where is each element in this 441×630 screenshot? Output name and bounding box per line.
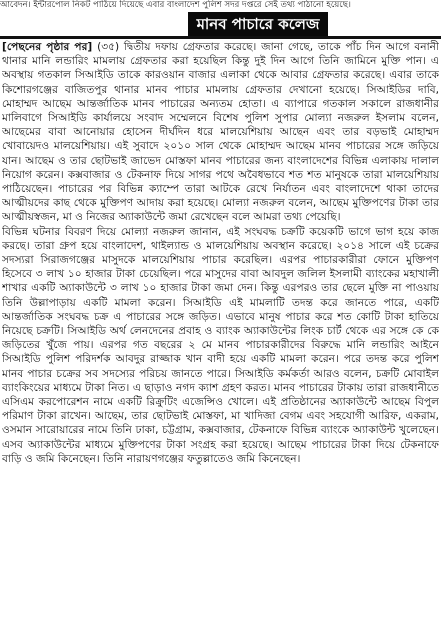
article-body [2, 40, 439, 627]
continued-label: [পেছনের পৃষ্ঠার পর] [2, 41, 93, 53]
article-headline: মানব পাচারে কলেজ [188, 12, 328, 36]
previous-article-tail: আবেদন। ইন্টারপোল নিকট পাঠিয়ে দিয়েছে এবার বাংলাদেশ পুলিশ সদর দপ্তরে সেই তথ্য পাঠানো হয়েছে। [0, 0, 351, 10]
article-paragraph-1 [2, 40, 439, 225]
article-paragraph-2: বিভিন্ন ঘটনার বিবরণ দিয়ে মোল্যা নজরুল জানান, এই সংঘবদ্ধ চক্রটি কয়েকটি ভাগে ভাগ হয়ে কাজ করছে। তারা গ্রুপ হয়ে বাংলাদেশ, থাইল্যান্ড ও মালয়েশিয়ায় অবস্থান করেছে। ২০১৪ সালে এই চক্রের সদস্যরা সিরাজগঞ্জের মাসুদকে মালয়েশিয়ায় পাচার করেছিল। এরপর পাচারকারীরা ফোনে মুক্তিপণ হিসেবে ৩ লাখ ১০ হাজার টাকা চেয়েছিল। পরে মাসুদের বাবা আবদুল জলিল ইসলামী ব্যাংকের মহাখালী শাখার একটি অ্যাকাউন্টে ৩ লাখ ১০ হাজার টাকা জমা দেন। কিন্তু এরপরও তার ছেলে মুক্তি না পাওয়ায় তিনি উল্লাপাড়ায় একটি মামলা করেন। সিআইডি এই মামলাটি তদন্ত করে জানতে পারে, একটি আন্তর্জাতিক সংঘবদ্ধ চক্র এ পাচারের সঙ্গে জড়িত। এভাবে মানুষ পাচার করে শত কোটি টাকা হাতিয়ে নিয়েছে চক্রটি। সিআইডি অর্থ লেনদেনের প্রবাহ ও ব্যাংক অ্যাকাউন্টের লিংক চার্ট থেকে এর সঙ্গে কে কে জড়িতের খুঁজে পায়। এরপর গত বছরের ২ মে মানব পাচারকারীদের বিরুদ্ধে মানি লন্ডারিং আইনে সিআইডি পুলিশ পরিদর্শক আবদুর রাজ্জাক খান বাদী হয়ে একটি মামলা করেন। পরে তদন্ত করে পুলিশ মানব পাচার চক্রের সব সদস্যের পরিচয় জানতে পারে। সিআইডি কর্মকর্তা আরও বলেন, চক্রটি মোবাইল ব্যাংকিংয়ের মাধ্যমে টাকা নিত। এ ছাড়াও নগদ ক্যাশ গ্রহণ করত। মানব পাচারের টাকায় তারা রাজধানীতে এসিএম করপোরেশন নামে একটি রিক্রুটিং এজেন্সিও খোলে। এই প্রতিষ্ঠানের অ্যাকাউন্টে আছেম বিপুল পরিমাণ টাকা রাখেন। আছেম, তার ছোটভাই মোস্তফা, মা খাদিজা বেগম এবং সহযোগী আরিফ, একরাম, ওসমান সারোয়ারের নামে তিনি ঢাকা, চট্টগ্রাম, কক্সবাজার, টেকনাফে বিভিন্ন ব্যাংকে অ্যাকাউন্ট খুলেছেন। এসব অ্যাকাউন্টের মাধ্যমে মুক্তিপণের টাকা সংগ্রহ করা হয়েছে। আছেম পাচারের টাকা দিয়ে টেকনাফে বাড়ি ও জমি কিনেছেন। তিনি নারায়ণগঞ্জের ফতুল্লাতেও জমি কিনেছেন। [2, 225, 439, 465]
paragraph-1-text: (৩৫) দ্বিতীয় দফায় গ্রেফতার করেছে। জানা গেছে, তাকে পাঁচ দিন আগে বনানী থানার মানি লন্ডারিং মামলায় গ্রেফতার করা হয়েছিল কিন্তু দুই দিন আগে তিনি জামিনে মুক্তি পান। এ অবস্থায় গতকাল সিআইডি তাকে কারওয়ান বাজার এলাকা থেকে আবার গ্রেফতার করেছে। এবার তাকে কিশোরগঞ্জের বাজিতপুর থানার মানব পাচার মামলায় গ্রেফতার দেখানো হয়েছে। সিআইডির দাবি, মোহাম্মদ আছেম আন্তর্জাতিক মানব পাচারের অন্যতম হোতা। এ ব্যাপারে গতকাল সকালে রাজধানীর মালিবাগে সিআইডি কার্যালয়ে সংবাদ সম্মেলনে বিশেষ পুলিশ সুপার মোল্যা নজরুল ইসলাম বলেন, আছেমের বাবা আনোয়ার হোসেন দীর্ঘদিন ধরে মালয়েশিয়ায় আছেন এবং তার বড়ভাই মোহাম্মদ খোবায়েদও মালয়েশিয়ায়। এই সুবাদে ২০১০ সাল থেকে মোহাম্মদ আছেম মানব পাচারের সঙ্গে জড়িয়ে যান। আছেম ও তার ছোটভাই জাভেদ মোস্তফা মানব পাচারের জন্য বাংলাদেশের বিভিন্ন এলাকায় দালাল নিয়োগ করেন। কক্সবাজার ও টেকনাফ দিয়ে সাগর পথে অবৈধভাবে শত শত মানুষকে তারা মালয়েশিয়ায় পাঠিয়েছেন। পাচারের পর বিভিন্ন ক্যাম্পে তারা আটকে রেখে নির্যাতন এবং বাংলাদেশে থাকা তাদের আত্মীয়দের কাছ থেকে মুক্তিপণ আদায় করা হয়েছে। মোল্যা নজরুল বলেন, আছেম মুক্তিপণের টাকা তার আত্মীয়স্বজন, মা ও নিজের অ্যাকাউন্টে জমা রেখেছেন বলে আমরা তথ্য পেয়েছি। [2, 41, 439, 224]
headline-rule [0, 36, 441, 39]
